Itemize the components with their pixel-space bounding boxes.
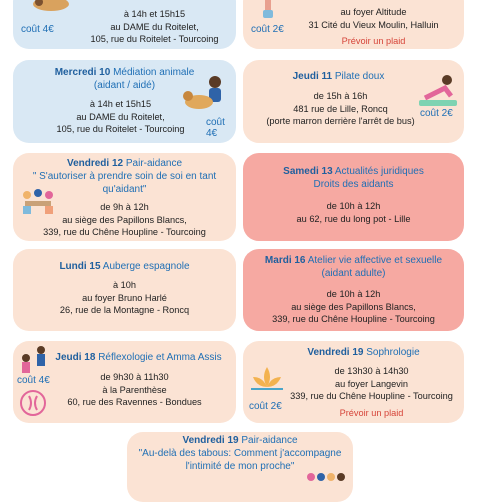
event-subtitle-2: l'intimité de mon proche" (185, 461, 295, 472)
dog-icon (31, 0, 71, 17)
event-day: Mardi 16 (264, 255, 306, 266)
time-line: de 9h à 12h (100, 202, 149, 212)
warning-note: Prévoir un plaid (339, 407, 404, 418)
cost-label: coût 4€ (17, 375, 50, 386)
event-day: Vendredi 12 (66, 158, 124, 169)
address-line: 31 Cité du Vieux Moulin, Halluin (308, 19, 439, 30)
event-title: Réflexologie et Amma Assis (98, 352, 222, 363)
event-card-jeudi-18 (13, 341, 236, 423)
event-card-mardi-16 (243, 249, 464, 331)
event-title: Pilate doux (334, 71, 385, 82)
event-subtitle: "Au-delà des tabous: Comment j'accompagne (138, 448, 342, 459)
event-card-vendredi-19-sophrologie (243, 341, 464, 423)
event-subtitle: Droits des aidants (313, 179, 394, 190)
access-note: (porte marron derrière l'arrêt de bus) (266, 116, 415, 127)
event-title: Sophrologie (366, 347, 420, 358)
event-subtitle-2: qu'aidant" (102, 184, 147, 195)
event-title: Pair-aidance (241, 435, 298, 446)
venue-line: au siège des Papillons Blancs, (62, 214, 187, 225)
event-day: Jeudi 11 (292, 71, 333, 82)
address-line: 60, rue des Ravennes - Bondues (67, 397, 202, 408)
address-line: 26, rue de la Montagne - Roncq (59, 305, 190, 316)
event-day: Vendredi 19 (182, 435, 239, 446)
event-card-samedi-13 (243, 153, 464, 241)
time-line: à 10h (113, 280, 136, 290)
address-line: 105, rue du Roitelet - Tourcoing (90, 34, 219, 45)
venue-line: au foyer Bruno Harlé (82, 292, 167, 303)
event-card-mercredi-10 (13, 60, 236, 143)
venue-line: au DAME du Roitelet, (76, 111, 165, 122)
event-day: Samedi 13 (283, 166, 333, 177)
dog-with-person-icon (183, 74, 228, 119)
time-line: de 13h30 à 14h30 (334, 366, 409, 376)
event-title: Médiation animale (113, 67, 195, 78)
event-card-dame-top (13, 0, 236, 49)
address-line: 339, rue du Chêne Houpline - Tourcoing (43, 227, 206, 238)
stretching-person-icon (257, 0, 279, 25)
venue-line: au DAME du Roitelet, (110, 21, 199, 32)
cost-label: coût 2€ (251, 24, 284, 35)
event-card-vendredi-19-pair-aidance (127, 432, 353, 502)
time-line: à 14h et 15h15 (123, 9, 186, 19)
address-line: 105, rue du Roitelet - Tourcoing (56, 124, 185, 135)
cost-label: coût 4€ (206, 117, 225, 139)
address-line: au 62, rue du long pot - Lille (296, 213, 411, 224)
event-title: Atelier vie affective et sexuelle (307, 255, 443, 266)
event-day: Mercredi 10 (54, 67, 111, 78)
time-line: à 14h et 15h15 (89, 99, 152, 109)
time-line: de 15h à 16h (313, 91, 368, 101)
time-line: de 9h30 à 11h30 (100, 372, 169, 382)
event-subtitle: (aidant / aidé) (93, 80, 156, 91)
event-card-jeudi-11 (243, 60, 464, 143)
event-card-vendredi-12 (13, 153, 236, 241)
cost-label: coût 2€ (249, 401, 282, 412)
event-subtitle: (aidant adulte) (321, 268, 386, 279)
time-line: de 10h à 12h (326, 289, 381, 299)
address-line: 481 rue de Lille, Roncq (293, 103, 388, 114)
event-subtitle: " S'autoriser à prendre soin de soi en tant (32, 171, 217, 182)
venue-line: au siège des Papillons Blancs, (291, 301, 416, 312)
cost-label: coût 4€ (21, 24, 54, 35)
event-day: Lundi 15 (59, 261, 101, 272)
venue-line: au foyer Altitude (340, 7, 407, 17)
cost-label: coût 2€ (420, 108, 453, 119)
venue-line: au foyer Langevin (334, 378, 409, 389)
event-card-lundi-15 (13, 249, 236, 331)
event-title: Auberge espagnole (102, 261, 190, 272)
event-day: Jeudi 18 (55, 352, 96, 363)
warning-note: Prévoir un plaid (341, 36, 406, 47)
time-line: de 10h à 12h (326, 201, 381, 211)
event-day: Vendredi 19 (307, 347, 364, 358)
event-title: Actualités juridiques (334, 166, 424, 177)
venue-line: à la Parenthèse (102, 384, 167, 395)
event-card-altitude-top (243, 0, 464, 49)
address-line: 339, rue du Chêne Houpline - Tourcoing (272, 314, 435, 325)
event-title: Pair-aidance (125, 158, 183, 169)
address-line: 339, rue du Chêne Houpline - Tourcoing (290, 391, 453, 402)
